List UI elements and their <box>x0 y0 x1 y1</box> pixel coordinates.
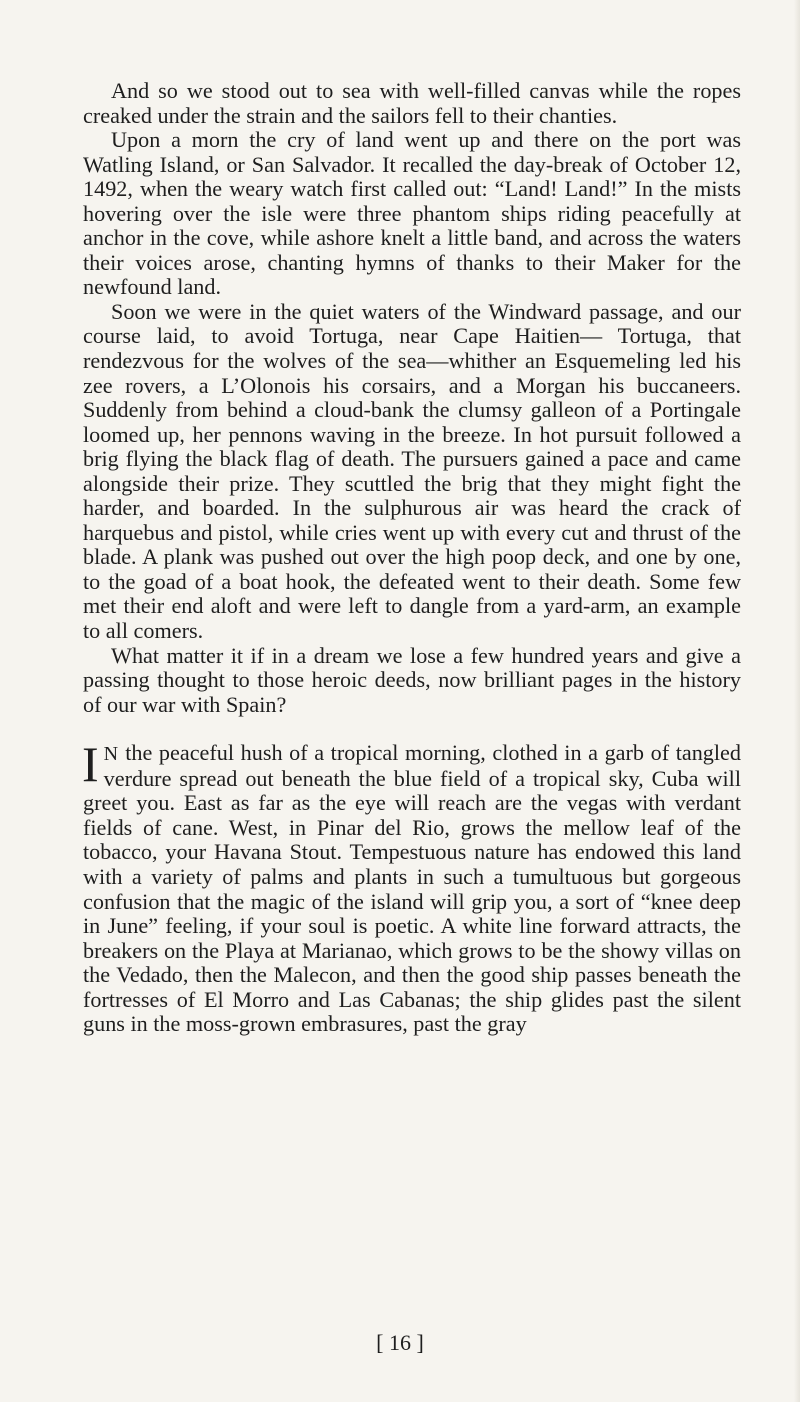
section-body: the peaceful hush of a tropical morning, clothed in a garb of tangled verdure spread out beneath the blue field of a tropical sky, Cuba will greet you. East as far as the eye will reach are the vegas with verdant fields of cane. West, in Pinar del Rio, grows the mellow leaf of the tobacco, your Havana Stout. Tempestuous nature has endowed this land with a variety of palms and plants in such a tumultuous but gorgeous confusion that the magic of the island will grip you, a sort of “knee deep in June” feeling, if your soul is poetic. A white line forward attracts, the breakers on the Playa at Marianao, which grows to be the showy villas on the Vedado, then the Malecon, and then the good ship passes beneath the fortresses of El Morro and Las Cabanas; the ship glides past the silent guns in the moss-grown embrasures, past the gray <box>83 740 741 1037</box>
paragraph-1: And so we stood out to sea with well-filled canvas while the ropes creaked under the strain and the sailors fell to their chanties. <box>83 78 741 128</box>
section-paragraph <box>82 736 741 1037</box>
small-cap: N <box>103 743 119 766</box>
paragraph-3: Soon we were in the quiet waters of the Windward passage, and our course laid, to avoid Tortuga, near Cape Haitien— Tortuga, that rendezvous for the wolves of the sea—whither an Esquemeling led his zee rovers, a L’Olonois his corsairs, and a Morgan his buccaneers. Suddenly from behind a cloud-bank the clumsy galleon of a Portingale loomed up, her pennons waving in the breeze. In hot pursuit followed a brig flying the black flag of death. The pursuers gained a pace and came alongside their prize. They scuttled the brig that they might fight the harder, and boarded. In the sulphurous air was heard the crack of harquebus and pistol, while cries went up with every cut and thrust of the blade. A plank was pushed out over the high poop deck, and one by one, to the goad of a boat hook, the defeated went to their death. Some few met their end aloft and were left to dangle from a yard-arm, an example to all comers. <box>83 298 741 644</box>
page-number: [ 16 ] <box>376 1330 424 1355</box>
paragraph-2: Upon a morn the cry of land went up and there on the port was Watling Island, or San Salvador. It recalled the day-break of October 12, 1492, when the weary watch first called out: “Land! Land!” In the mists hovering over the isle were three phantom ships riding peacefully at anchor in the cove, while ashore knelt a little band, and across the waters their voices arose, chanting hymns of thanks to their Maker for the newfound land. <box>83 127 741 300</box>
body-text <box>83 79 741 1037</box>
page-edge-shadow <box>794 0 800 1402</box>
drop-cap: I <box>82 736 99 793</box>
paragraph-4: What matter it if in a dream we lose a few hundred years and give a passing thought to those heroic deeds, now brilliant pages in the history of our war with Spain? <box>83 642 741 717</box>
